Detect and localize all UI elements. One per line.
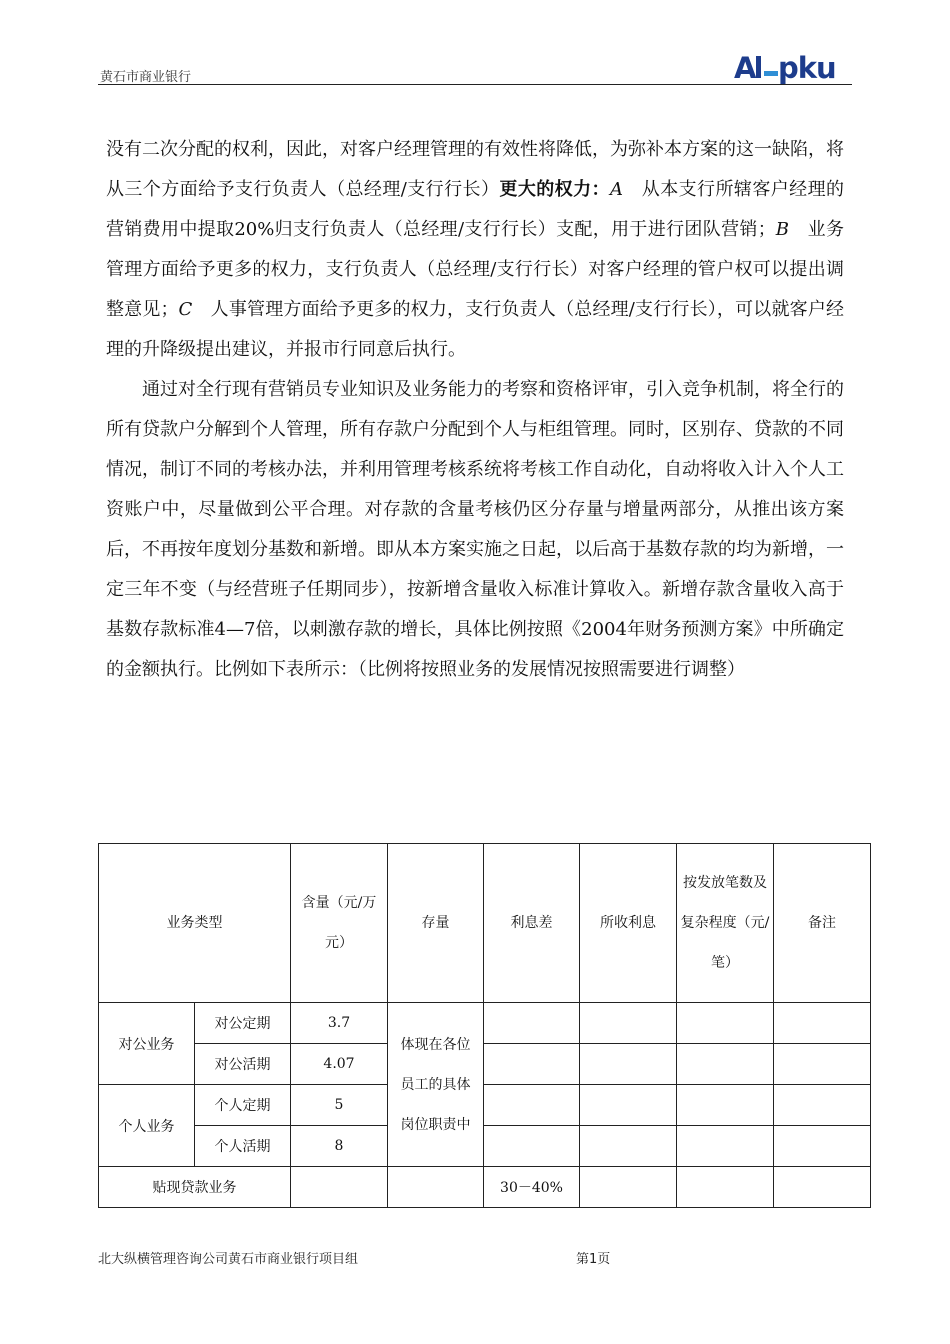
page-number: 第1页	[576, 1252, 611, 1267]
empty-cell	[677, 1126, 774, 1167]
empty-cell	[484, 1003, 580, 1044]
row-value: 3.7	[291, 1003, 388, 1044]
empty-cell	[580, 1126, 677, 1167]
table-row	[99, 1044, 871, 1085]
page-footer	[98, 1248, 852, 1267]
para1-label-c: C	[178, 299, 193, 320]
para1-text-2: 从本支行所辖客户经理的营销费用中提取20%归支行负责人（总经理/支行行长）支配，用于进行团队营销；	[106, 179, 845, 240]
paragraph-2: 通过对全行现有营销员专业知识及业务能力的考察和资格评审，引入竞争机制，将全行的所有贷款户分解到个人管理，所有存款户分配到个人与柜组管理。同时，区别存、贷款的不同情况，制订不同的考核办法，并利用管理考核系统将考核工作自动化，自动将收入计入个人工资账户中，尽量做到公平合理。对存款的含量考核仍区分存量与增量两部分，从推出该方案后，不再按年度划分基数和新增。即从本方案实施之日起，以后高于基数存款的均为新增，一定三年不变（与经营班子任期同步），按新增含量收入标准计算收入。新增存款含量收入高于基数存款标准4—7倍，以刺激存款的增长，具体比例按照《2004年财务预测方案》中所确定的金额执行。比例如下表所示：（比例将按照业务的发展情况按照需要进行调整）	[106, 379, 844, 680]
footer-org: 北大纵横管理咨询公司黄石市商业银行项目组	[98, 1252, 359, 1267]
para1-label-b: B	[775, 219, 789, 240]
para1-text-1: 没有二次分配的权利，因此，对客户经理管理的有效性将降低，为弥补本方案的这一缺陷，将从三个方面给予支行负责人（总经理/支行行长）	[106, 139, 844, 200]
empty-cell	[774, 1044, 871, 1085]
group-personal: 个人业务	[99, 1085, 195, 1167]
table-row	[99, 1003, 871, 1044]
empty-cell	[774, 1167, 871, 1208]
empty-cell	[774, 1085, 871, 1126]
row-name: 对公活期	[195, 1044, 291, 1085]
empty-cell	[677, 1167, 774, 1208]
empty-cell	[580, 1167, 677, 1208]
row-value: 4.07	[291, 1044, 388, 1085]
empty-cell	[484, 1085, 580, 1126]
empty-cell	[580, 1003, 677, 1044]
para1-bold: 更大的权力：	[499, 179, 610, 200]
header-org: 黄石市商业银行	[100, 70, 192, 85]
row-name: 个人活期	[195, 1126, 291, 1167]
empty-cell	[677, 1003, 774, 1044]
para1-text-3: 业务管理方面给予更多的权力，支行负责人（总经理/支行行长）对客户经理的管户权可以提出调整意见；	[106, 219, 845, 320]
para1-text-4: 人事管理方面给予更多的权力，支行负责人（总经理/支行行长），可以就客户经理的升降级提出建议，并报市行同意后执行。	[106, 299, 845, 360]
stock-note: 体现在各位员工的具体岗位职责中	[388, 1003, 484, 1167]
header-content: 含量（元/万元）	[291, 844, 388, 1003]
row-name: 个人定期	[195, 1085, 291, 1126]
empty-cell	[291, 1167, 388, 1208]
body-text	[106, 130, 844, 690]
ratio-table	[98, 843, 871, 1208]
header-spread: 利息差	[484, 844, 580, 1003]
header-interest: 所收利息	[580, 844, 677, 1003]
empty-cell	[580, 1085, 677, 1126]
group-corporate: 对公业务	[99, 1003, 195, 1085]
discount-spread: 30－40%	[484, 1167, 580, 1208]
empty-cell	[388, 1167, 484, 1208]
svg-text:A: A	[734, 52, 756, 84]
empty-cell	[677, 1085, 774, 1126]
table-row	[99, 1085, 871, 1126]
header-note: 备注	[774, 844, 871, 1003]
header-type: 业务类型	[99, 844, 291, 1003]
svg-text:pku: pku	[778, 52, 836, 84]
empty-cell	[484, 1126, 580, 1167]
table-row	[99, 1167, 871, 1208]
header-stock: 存量	[388, 844, 484, 1003]
para1-label-a: A	[609, 179, 623, 200]
row-value: 8	[291, 1126, 388, 1167]
header-per-pen: 按发放笔数及复杂程度（元/笔）	[677, 844, 774, 1003]
empty-cell	[484, 1044, 580, 1085]
row-name: 对公定期	[195, 1003, 291, 1044]
table-header-row	[99, 844, 871, 1003]
allpku-logo	[734, 52, 850, 84]
row-value: 5	[291, 1085, 388, 1126]
empty-cell	[774, 1126, 871, 1167]
empty-cell	[580, 1044, 677, 1085]
empty-cell	[677, 1044, 774, 1085]
discount-name: 贴现贷款业务	[99, 1167, 291, 1208]
empty-cell	[774, 1003, 871, 1044]
table-row	[99, 1126, 871, 1167]
page-header	[98, 52, 852, 85]
paragraph-1	[106, 130, 844, 370]
